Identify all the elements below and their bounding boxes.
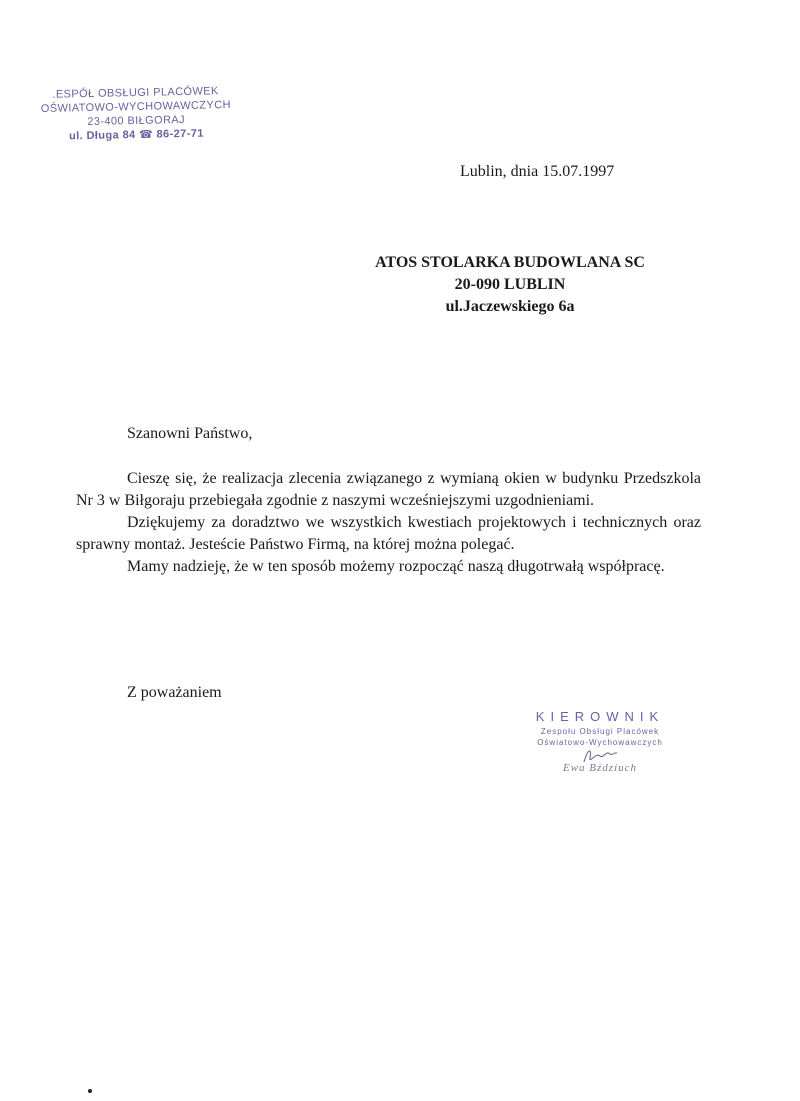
signature-unit: Oświatowo-Wychowawczych <box>537 738 663 747</box>
signature-name: Ewa Bździuch <box>562 762 638 774</box>
letter-date: Lublin, dnia 15.07.1997 <box>460 163 615 180</box>
body-paragraph: Dziękujemy za doradztwo we wszystkich kwestiach projektowych i technicznych oraz sprawny montaż. Jesteście Państwo Firmą, na której można polegać. <box>76 514 701 553</box>
letter-body <box>76 468 701 578</box>
stamp-line: .ESPÓŁ OBSŁUGI PLACÓWEK <box>52 85 219 101</box>
signature-unit: Zespołu Obsługi Placówek <box>540 727 660 736</box>
stamp-line: 23-400 BIŁGORAJ <box>87 113 186 129</box>
scan-speck <box>88 1089 92 1093</box>
stamp-line: ul. Długa 84 ☎ 86-27-71 <box>68 127 204 143</box>
recipient-address <box>330 252 690 318</box>
body-paragraph: Mamy nadzieję, że w ten sposób możemy rozpocząć naszą długotrwałą współpracę. <box>127 558 665 575</box>
handwritten-signature-icon <box>580 744 620 768</box>
body-paragraph: Cieszę się, że realizacja zlecenia związanego z wymianą okien w budynku Przedszkola Nr 3 w Biłgoraju przebiegała zgodnie z naszymi wcześniejszymi uzgodnieniami. <box>76 470 701 509</box>
institution-stamp <box>35 84 236 144</box>
signature-stamp <box>500 708 700 774</box>
recipient-city: 20-090 LUBLIN <box>454 276 566 293</box>
recipient-name: ATOS STOLARKA BUDOWLANA SC <box>375 254 645 271</box>
signature-title: KIEROWNIK <box>535 709 665 724</box>
recipient-street: ul.Jaczewskiego 6a <box>445 298 575 315</box>
salutation: Szanowni Państwo, <box>127 425 253 442</box>
closing: Z poważaniem <box>127 684 222 701</box>
stamp-line: OŚWIATOWO-WYCHOWAWCZYCH <box>40 99 231 115</box>
